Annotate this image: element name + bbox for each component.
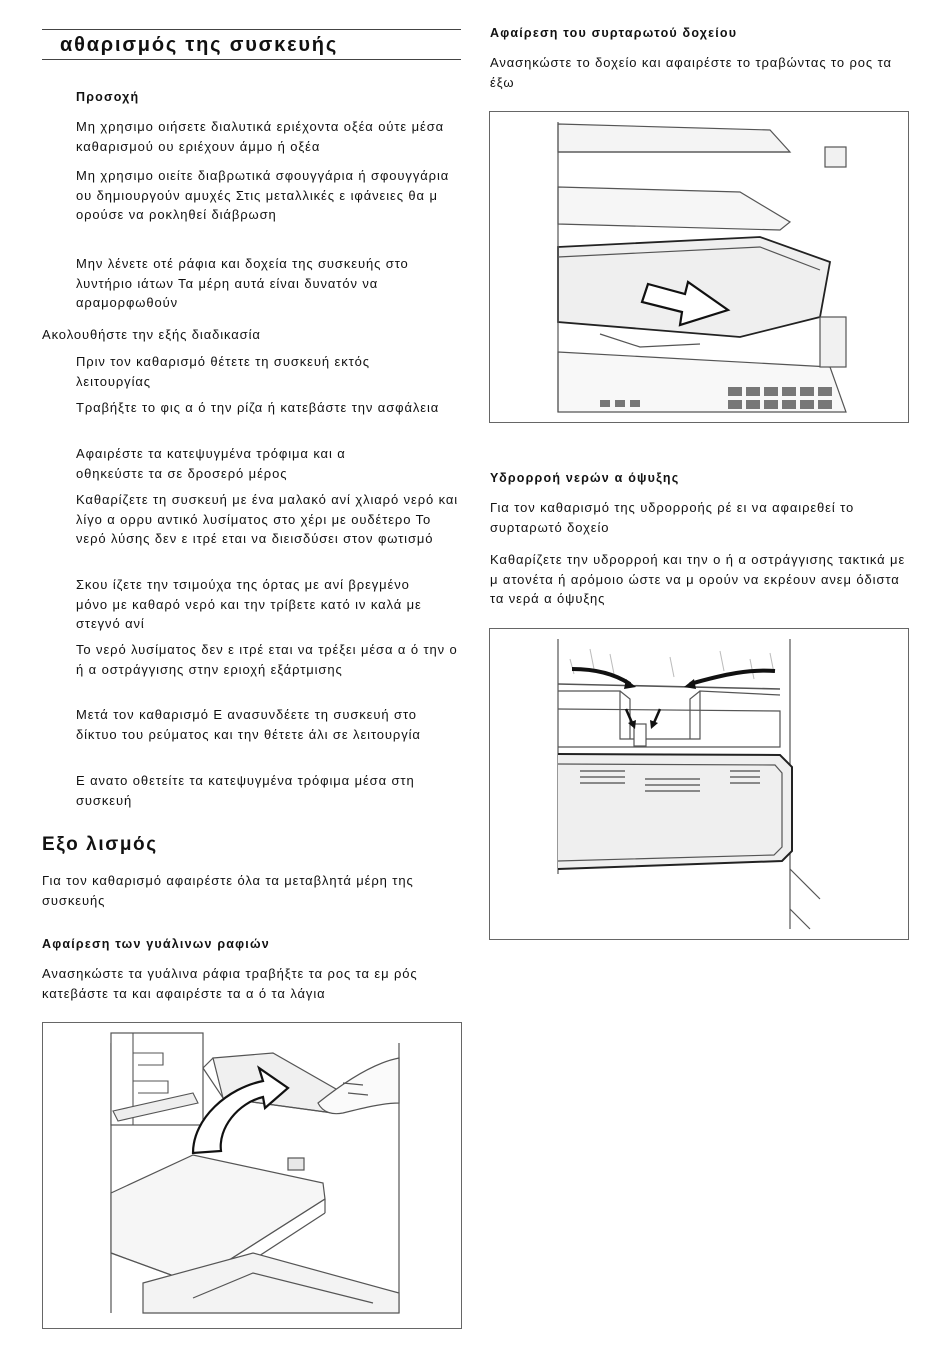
glass-shelf-illustration <box>43 1023 461 1328</box>
caution-item-1: Μη χρησιμο οιήσετε διαλυτικά εριέχοντα οξέα ούτε μέσα καθαρισμού ου εριέχουν άμμο ή οξέα <box>76 119 445 154</box>
shelves-text: Ανασηκώστε τα γυάλινα ράφια τραβήξτε τα ρος τα εμ ρός κατεβάστε τα και αφαιρέστε τα α ό τα λάγια <box>42 966 418 1001</box>
equipment-title: Εξο λισμός <box>42 834 158 855</box>
step-6: Το νερό λυσίματος δεν ε ιτρέ εται να τρέξει μέσα α ό την ο ή α οστράγγισης στην εριοχή εξάρτμισης <box>76 642 458 677</box>
drain-heading: Υδρορροή νερών α όψυξης <box>490 471 680 485</box>
caution-item-2: Μη χρησιμο οιείτε διαβρωτικά σφουγγάρια ή σφουγγάρια ου δημιουργούν αμυχές Στις μεταλλικές ε ιφάνειες θα μ ορούσε να ροκληθεί διάβρωση <box>76 168 450 222</box>
drain-text-1: Για τον καθαρισμό της υδρορροής ρέ ει να αφαιρεθεί το συρταρωτό δοχείο <box>490 500 855 535</box>
drain-illustration <box>490 629 908 939</box>
glass-shelf-figure <box>42 1022 462 1329</box>
title-underline <box>42 59 461 60</box>
caution-heading: Προσοχή <box>76 90 140 104</box>
drain-figure <box>489 628 909 940</box>
cleaning-title: αθαρισμός της συσκευής <box>60 34 339 56</box>
step-2: Τραβήξτε το φις α ό την ρίζα ή κατεβάστε την ασφάλεια <box>76 400 440 415</box>
step-7: Μετά τον καθαρισμό Ε ανασυνδέετε τη συσκευή στο δίκτυο του ρεύματος και την θέτετε άλι σε λειτουργία <box>76 707 421 742</box>
drain-text-2: Καθαρίζετε την υδρορροή και την ο ή α οστράγγισης τακτικά με μ ατονέτα ή αρόμοιο ώστε να μ ορούν να εκρέουν ανεμ όδιστα τα νερά α όψυξης <box>490 552 906 606</box>
drawer-figure <box>489 111 909 423</box>
step-5: Σκου ίζετε την τσιμούχα της όρτας με ανί βρεγμένο μόνο με καθαρό νερό και την τρίβετε κατό ιν καλά με στεγνό ανί <box>76 577 422 631</box>
drawer-text: Ανασηκώστε το δοχείο και αφαιρέστε το τραβώντας το ρος τα έξω <box>490 55 892 90</box>
step-3: Αφαιρέστε τα κατεψυγμένα τρόφιμα και α οθηκεύστε τα σε δροσερό μέρος <box>76 446 346 481</box>
drawer-heading: Αφαίρεση του συρταρωτού δοχείου <box>490 26 738 40</box>
procedure-intro: Ακολουθήστε την εξής διαδικασία <box>42 327 261 342</box>
step-1: Πριν τον καθαρισμό θέτετε τη συσκευή εκτός λειτουργίας <box>76 354 370 389</box>
top-rule-left <box>42 29 461 30</box>
shelves-heading: Αφαίρεση των γυάλινων ραφιών <box>42 937 270 951</box>
caution-item-3: Μην λένετε οτέ ράφια και δοχεία της συσκευής στο λυντήριο ιάτων Τα μέρη αυτά είναι δυνατόν να αραμορφωθούν <box>76 256 409 310</box>
drawer-illustration <box>490 112 908 422</box>
step-4: Καθαρίζετε τη συσκευή με ένα μαλακό ανί χλιαρό νερό και λίγο α ορρυ αντικό λυσίματος στο χέρι με ουδέτερο Το νερό λύσης δεν ε ιτρέ εται να διεισδύσει στον φωτισμό <box>76 492 459 546</box>
equipment-text: Για τον καθαρισμό αφαιρέστε όλα τα μεταβλητά μέρη της συσκευής <box>42 873 414 908</box>
step-8: Ε ανατο οθετείτε τα κατεψυγμένα τρόφιμα μέσα στη συσκευή <box>76 773 415 808</box>
